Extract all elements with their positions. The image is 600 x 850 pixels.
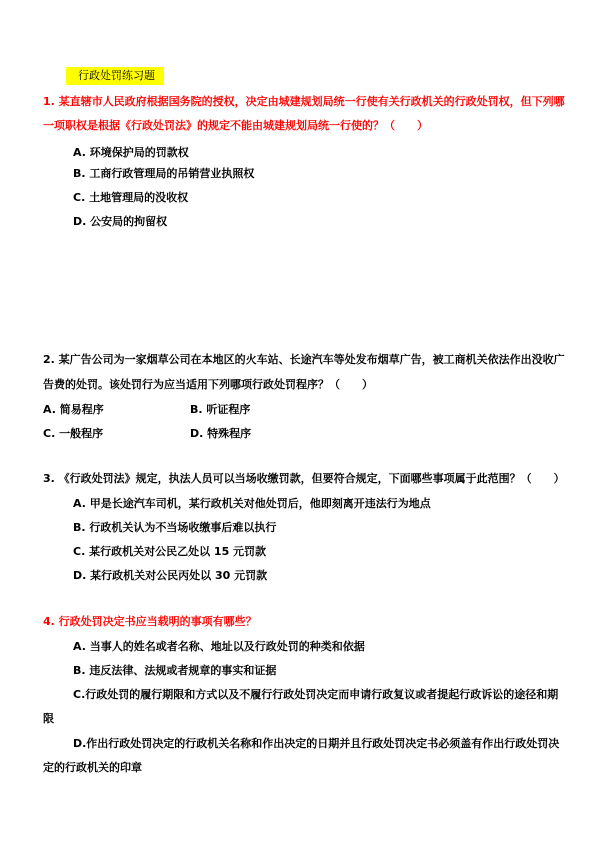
question-2-line-1: 2. 某广告公司为一家烟草公司在本地区的火车站、长途汽车等处发布烟草广告，被工商机关依法作出没收广	[43, 353, 565, 366]
question-1-option-d: D. 公安局的拘留权	[73, 215, 168, 228]
question-3-line-1: 3. 《行政处罚法》规定，执法人员可以当场收缴罚款，但要符合规定，下面哪些事项属于此范围？（ ）	[43, 472, 565, 485]
question-2-option-d: D. 特殊程序	[190, 427, 252, 440]
question-4-option-b: B. 违反法律、法规或者规章的事实和证据	[73, 664, 277, 677]
question-3-option-b: B. 行政机关认为不当场收缴事后难以执行	[73, 521, 277, 534]
question-2-line-2: 告费的处罚。该处罚行为应当适用下列哪项行政处罚程序？（ ）	[43, 378, 373, 391]
question-4-option-d-line-2: 定的行政机关的印章	[43, 761, 142, 774]
question-1-option-c: C. 土地管理局的没收权	[73, 191, 189, 204]
question-4-option-c-line-1: C.行政处罚的履行期限和方式以及不履行行政处罚决定而申请行政复议或者提起行政诉讼的途径和期	[73, 688, 559, 701]
question-3-option-c: C. 某行政机关对公民乙处以 15 元罚款	[73, 545, 267, 558]
question-1-option-a: A. 环境保护局的罚款权	[73, 146, 189, 159]
question-3-option-d: D. 某行政机关对公民丙处以 30 元罚款	[73, 569, 268, 582]
question-2-option-c: C. 一般程序	[43, 427, 104, 440]
question-4-option-c-line-2: 限	[43, 712, 54, 725]
question-4-option-d-line-1: D.作出行政处罚决定的行政机关名称和作出决定的日期并且行政处罚决定书必须盖有作出行政处罚决	[73, 737, 560, 750]
question-1-option-b: B. 工商行政管理局的吊销营业执照权	[73, 167, 255, 180]
question-1-line-1: 1. 某直辖市人民政府根据国务院的授权，决定由城建规划局统一行使有关行政机关的行政处罚权，但下列哪	[43, 95, 565, 108]
question-4-line-1: 4. 行政处罚决定书应当载明的事项有哪些？	[43, 615, 257, 628]
question-2-option-b: B. 听证程序	[190, 403, 251, 416]
question-2-option-a: A. 简易程序	[43, 403, 104, 416]
question-3-option-a: A. 甲是长途汽车司机，某行政机关对他处罚后，他即刻离开违法行为地点	[73, 497, 431, 510]
question-4-option-a: A. 当事人的姓名或者名称、地址以及行政处罚的种类和依据	[73, 640, 365, 653]
page-title: 行政处罚练习题	[66, 67, 164, 85]
question-1-line-2: 一项职权是根据《行政处罚法》的规定不能由城建规划局统一行使的？（ ）	[43, 119, 428, 132]
